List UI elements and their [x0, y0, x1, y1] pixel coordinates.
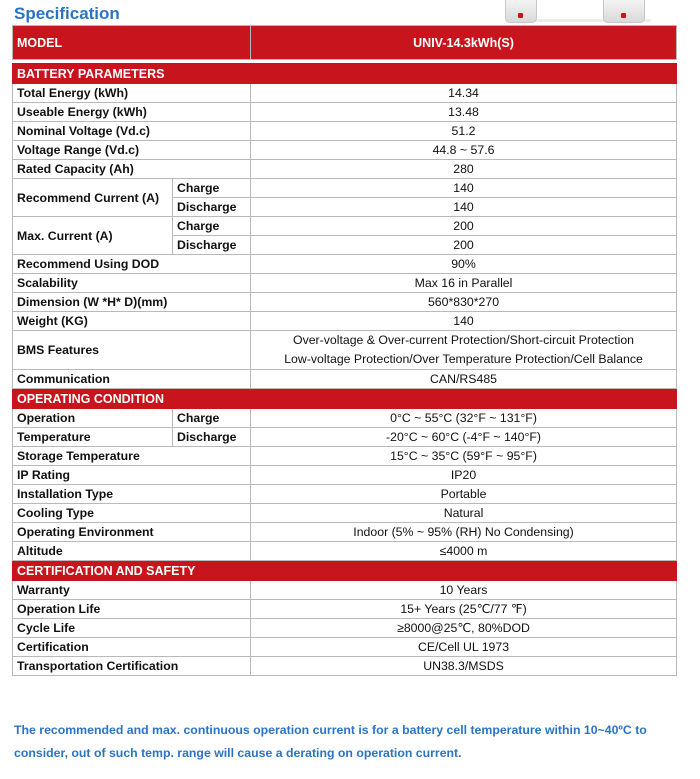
- row-label: Warranty: [13, 581, 251, 600]
- section-header-certification: [13, 561, 677, 581]
- row-value: 200: [251, 236, 677, 255]
- row-value: 90%: [251, 255, 677, 274]
- table-row: [13, 466, 677, 485]
- row-sublabel: Charge: [173, 217, 251, 236]
- table-row: [13, 485, 677, 504]
- table-row: [13, 84, 677, 103]
- row-label: Voltage Range (Vd.c): [13, 141, 251, 160]
- row-value: 10 Years: [251, 581, 677, 600]
- row-value: IP20: [251, 466, 677, 485]
- row-label: Communication: [13, 370, 251, 389]
- row-label: Storage Temperature: [13, 447, 251, 466]
- table-row: [13, 274, 677, 293]
- table-row: [13, 523, 677, 542]
- row-sublabel: Charge: [173, 179, 251, 198]
- row-value: ≥8000@25℃, 80%DOD: [251, 619, 677, 638]
- page-title: Specification: [14, 4, 120, 23]
- row-label: BMS Features: [13, 331, 251, 370]
- row-value: Natural: [251, 504, 677, 523]
- row-label: Altitude: [13, 542, 251, 561]
- product-image: [505, 0, 655, 24]
- section-title-certification: CERTIFICATION AND SAFETY: [13, 561, 677, 581]
- row-label: Rated Capacity (Ah): [13, 160, 251, 179]
- table-row: [13, 312, 677, 331]
- table-row: [13, 600, 677, 619]
- row-value: Portable: [251, 485, 677, 504]
- row-value: 15+ Years (25℃/77 ℉): [251, 600, 677, 619]
- row-value: 0°C ~ 55°C (32°F ~ 131°F): [251, 409, 677, 428]
- table-row: [13, 179, 677, 198]
- row-sublabel: Charge: [173, 409, 251, 428]
- row-value: CE/Cell UL 1973: [251, 638, 677, 657]
- row-value: 13.48: [251, 103, 677, 122]
- row-label: Max. Current (A): [13, 217, 173, 255]
- row-value: 560*830*270: [251, 293, 677, 312]
- row-value: 140: [251, 179, 677, 198]
- row-label: Nominal Voltage (Vd.c): [13, 122, 251, 141]
- table-row: [13, 103, 677, 122]
- row-label: Temperature: [13, 428, 173, 447]
- table-row: [13, 447, 677, 466]
- table-row: [13, 293, 677, 312]
- row-value: [251, 331, 677, 370]
- row-value: 140: [251, 198, 677, 217]
- row-label: Certification: [13, 638, 251, 657]
- row-label: Operation: [13, 409, 173, 428]
- table-row: [13, 504, 677, 523]
- model-label: MODEL: [13, 26, 251, 60]
- row-label: Installation Type: [13, 485, 251, 504]
- row-label: Transportation Certification: [13, 657, 251, 676]
- row-value: 140: [251, 312, 677, 331]
- row-value: ≤4000 m: [251, 542, 677, 561]
- table-row: [13, 657, 677, 676]
- row-label: Total Energy (kWh): [13, 84, 251, 103]
- row-label: Weight (KG): [13, 312, 251, 331]
- row-value: 15°C ~ 35°C (59°F ~ 95°F): [251, 447, 677, 466]
- table-row: [13, 581, 677, 600]
- row-value: CAN/RS485: [251, 370, 677, 389]
- row-sublabel: Discharge: [173, 236, 251, 255]
- table-row: [13, 428, 677, 447]
- row-sublabel: Discharge: [173, 198, 251, 217]
- row-value: Max 16 in Parallel: [251, 274, 677, 293]
- row-value: 200: [251, 217, 677, 236]
- section-header-operating: [13, 389, 677, 409]
- row-value: -20°C ~ 60°C (-4°F ~ 140°F): [251, 428, 677, 447]
- table-row: [13, 160, 677, 179]
- row-value: 14.34: [251, 84, 677, 103]
- row-label: Recommend Using DOD: [13, 255, 251, 274]
- bms-line-2: Low-voltage Protection/Over Temperature Protection/Cell Balance: [284, 352, 643, 366]
- table-row: [13, 370, 677, 389]
- row-label: Scalability: [13, 274, 251, 293]
- row-value: Indoor (5% ~ 95% (RH) No Condensing): [251, 523, 677, 542]
- row-label: Useable Energy (kWh): [13, 103, 251, 122]
- spec-table: [12, 25, 677, 676]
- table-row: [13, 141, 677, 160]
- row-label: Operation Life: [13, 600, 251, 619]
- row-label: Operating Environment: [13, 523, 251, 542]
- row-label: Cooling Type: [13, 504, 251, 523]
- row-label: IP Rating: [13, 466, 251, 485]
- row-label: Dimension (W *H* D)(mm): [13, 293, 251, 312]
- table-row: [13, 409, 677, 428]
- model-value: UNIV-14.3kWh(S): [251, 26, 677, 60]
- row-label: Cycle Life: [13, 619, 251, 638]
- section-title-operating: OPERATING CONDITION: [13, 389, 677, 409]
- table-row: [13, 619, 677, 638]
- table-row: [13, 217, 677, 236]
- row-value: 280: [251, 160, 677, 179]
- table-row: [13, 331, 677, 370]
- row-label: Recommend Current (A): [13, 179, 173, 217]
- table-row: [13, 638, 677, 657]
- table-row: [13, 542, 677, 561]
- row-sublabel: Discharge: [173, 428, 251, 447]
- section-title-battery: BATTERY PARAMETERS: [13, 64, 677, 84]
- model-row: [13, 26, 677, 60]
- row-value: 51.2: [251, 122, 677, 141]
- section-header-battery: [13, 64, 677, 84]
- footnote: The recommended and max. continuous operation current is for a battery cell temperature within 10~40ºC to consider, out of such temp. range will cause a derating on operation current.: [14, 723, 647, 760]
- table-row: [13, 122, 677, 141]
- bms-line-1: Over-voltage & Over-current Protection/Short-circuit Protection: [293, 333, 635, 347]
- row-value: 44.8 ~ 57.6: [251, 141, 677, 160]
- row-value: UN38.3/MSDS: [251, 657, 677, 676]
- table-row: [13, 255, 677, 274]
